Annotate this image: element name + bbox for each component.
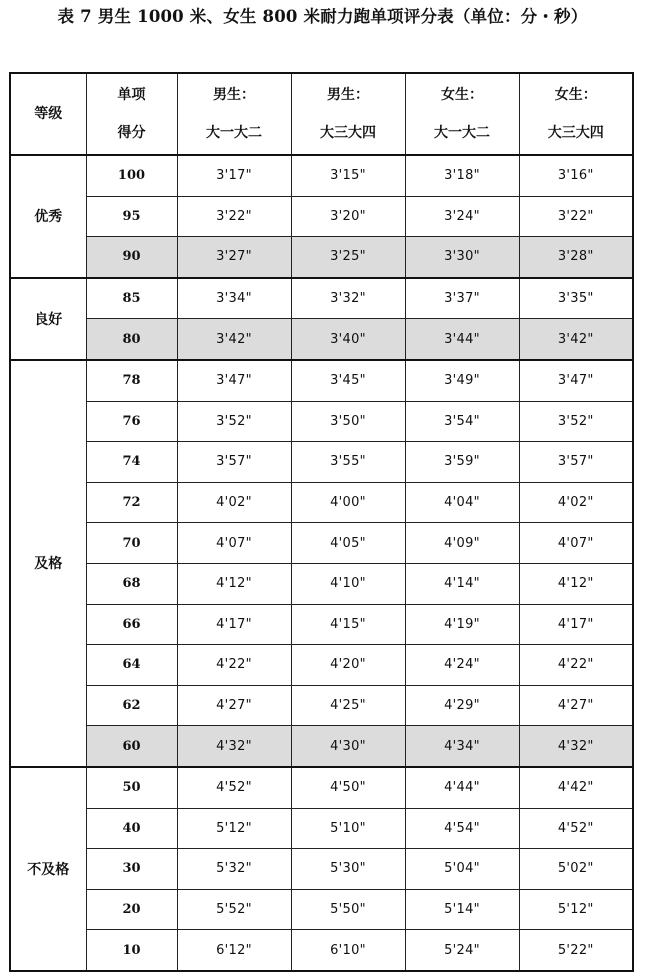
score-cell: 100 <box>86 155 177 196</box>
time-cell: 3'37" <box>405 278 519 319</box>
table-row <box>10 604 633 645</box>
time-cell: 3'22" <box>519 196 633 237</box>
time-cell: 3'34" <box>177 278 291 319</box>
score-cell: 20 <box>86 889 177 930</box>
time-cell: 3'47" <box>177 360 291 401</box>
time-cell: 5'02" <box>519 849 633 890</box>
table-row <box>10 767 633 808</box>
document-title: 表 7 男生 1000 米、女生 800 米耐力跑单项评分表（单位：分・秒） <box>57 7 588 26</box>
grade-cell: 及格 <box>10 360 86 767</box>
header-col-1-line1: 男生： <box>213 87 255 103</box>
time-cell: 4'52" <box>177 767 291 808</box>
score-cell: 70 <box>86 523 177 564</box>
time-cell: 4'27" <box>177 685 291 726</box>
table-row <box>10 442 633 483</box>
score-cell: 74 <box>86 442 177 483</box>
time-cell: 4'17" <box>177 604 291 645</box>
time-cell: 5'30" <box>291 849 405 890</box>
table-row <box>10 849 633 890</box>
header-col-4 <box>519 73 633 155</box>
time-cell: 3'30" <box>405 237 519 278</box>
time-cell: 3'49" <box>405 360 519 401</box>
time-cell: 4'32" <box>519 726 633 767</box>
grade-cell: 良好 <box>10 278 86 360</box>
table-row <box>10 237 633 278</box>
time-cell: 4'29" <box>405 685 519 726</box>
time-cell: 3'40" <box>291 319 405 360</box>
table-row <box>10 645 633 686</box>
header-score-line2: 得分 <box>117 125 146 141</box>
time-cell: 4'24" <box>405 645 519 686</box>
table-row <box>10 930 633 971</box>
time-cell: 4'25" <box>291 685 405 726</box>
time-cell: 4'32" <box>177 726 291 767</box>
score-cell: 64 <box>86 645 177 686</box>
time-cell: 3'24" <box>405 196 519 237</box>
time-cell: 3'57" <box>177 442 291 483</box>
time-cell: 5'22" <box>519 930 633 971</box>
time-cell: 4'22" <box>519 645 633 686</box>
header-col-1 <box>177 73 291 155</box>
time-cell: 4'19" <box>405 604 519 645</box>
time-cell: 5'12" <box>177 808 291 849</box>
time-cell: 3'52" <box>177 401 291 442</box>
score-cell: 62 <box>86 685 177 726</box>
header-col-2 <box>291 73 405 155</box>
table-row <box>10 889 633 930</box>
table-row <box>10 155 633 196</box>
header-col-4-line2: 大三大四 <box>547 125 604 141</box>
time-cell: 3'57" <box>519 442 633 483</box>
time-cell: 3'59" <box>405 442 519 483</box>
table-row <box>10 523 633 564</box>
time-cell: 5'10" <box>291 808 405 849</box>
table-row <box>10 726 633 767</box>
time-cell: 4'05" <box>291 523 405 564</box>
time-cell: 3'20" <box>291 196 405 237</box>
header-col-3-line2: 大一大二 <box>434 125 490 141</box>
score-cell: 80 <box>86 319 177 360</box>
time-cell: 4'22" <box>177 645 291 686</box>
time-cell: 3'45" <box>291 360 405 401</box>
time-cell: 3'35" <box>519 278 633 319</box>
time-cell: 5'32" <box>177 849 291 890</box>
time-cell: 4'07" <box>177 523 291 564</box>
time-cell: 4'27" <box>519 685 633 726</box>
time-cell: 4'15" <box>291 604 405 645</box>
table-row <box>10 808 633 849</box>
time-cell: 5'04" <box>405 849 519 890</box>
table-row <box>10 360 633 401</box>
time-cell: 3'16" <box>519 155 633 196</box>
time-cell: 4'34" <box>405 726 519 767</box>
header-col-4-line1: 女生： <box>554 87 597 103</box>
time-cell: 4'20" <box>291 645 405 686</box>
time-cell: 3'47" <box>519 360 633 401</box>
grade-cell: 优秀 <box>10 155 86 278</box>
score-cell: 78 <box>86 360 177 401</box>
score-cell: 76 <box>86 401 177 442</box>
time-cell: 5'50" <box>291 889 405 930</box>
time-cell: 3'17" <box>177 155 291 196</box>
header-col-3-line1: 女生： <box>441 87 483 103</box>
time-cell: 5'24" <box>405 930 519 971</box>
time-cell: 4'00" <box>291 482 405 523</box>
score-cell: 60 <box>86 726 177 767</box>
table-row <box>10 563 633 604</box>
score-cell: 95 <box>86 196 177 237</box>
score-cell: 50 <box>86 767 177 808</box>
time-cell: 3'52" <box>519 401 633 442</box>
time-cell: 4'14" <box>405 563 519 604</box>
header-col-2-line1: 男生： <box>327 87 369 103</box>
header-score <box>86 73 177 155</box>
score-cell: 72 <box>86 482 177 523</box>
time-cell: 4'07" <box>519 523 633 564</box>
score-cell: 90 <box>86 237 177 278</box>
time-cell: 3'15" <box>291 155 405 196</box>
time-cell: 4'50" <box>291 767 405 808</box>
time-cell: 4'54" <box>405 808 519 849</box>
table-row <box>10 685 633 726</box>
time-cell: 4'30" <box>291 726 405 767</box>
time-cell: 6'10" <box>291 930 405 971</box>
time-cell: 6'12" <box>177 930 291 971</box>
time-cell: 4'02" <box>519 482 633 523</box>
table-row <box>10 482 633 523</box>
time-cell: 3'25" <box>291 237 405 278</box>
time-cell: 3'32" <box>291 278 405 319</box>
grade-cell: 不及格 <box>10 767 86 971</box>
time-cell: 4'52" <box>519 808 633 849</box>
time-cell: 4'04" <box>405 482 519 523</box>
table-row <box>10 278 633 319</box>
time-cell: 5'14" <box>405 889 519 930</box>
time-cell: 4'12" <box>177 563 291 604</box>
time-cell: 3'42" <box>177 319 291 360</box>
time-cell: 4'17" <box>519 604 633 645</box>
score-cell: 66 <box>86 604 177 645</box>
score-cell: 85 <box>86 278 177 319</box>
score-cell: 10 <box>86 930 177 971</box>
time-cell: 4'42" <box>519 767 633 808</box>
time-cell: 4'12" <box>519 563 633 604</box>
table-header <box>10 73 633 155</box>
header-col-3 <box>405 73 519 155</box>
header-col-1-line2: 大一大二 <box>206 125 262 141</box>
time-cell: 4'09" <box>405 523 519 564</box>
table-row <box>10 196 633 237</box>
time-cell: 4'10" <box>291 563 405 604</box>
score-table <box>9 72 634 972</box>
time-cell: 3'42" <box>519 319 633 360</box>
table-row <box>10 319 633 360</box>
time-cell: 3'50" <box>291 401 405 442</box>
header-grade: 等级 <box>10 73 86 155</box>
time-cell: 3'44" <box>405 319 519 360</box>
table-row <box>10 401 633 442</box>
time-cell: 3'28" <box>519 237 633 278</box>
time-cell: 4'02" <box>177 482 291 523</box>
time-cell: 3'54" <box>405 401 519 442</box>
header-col-2-line2: 大三大四 <box>320 125 376 141</box>
score-cell: 40 <box>86 808 177 849</box>
time-cell: 5'52" <box>177 889 291 930</box>
time-cell: 3'27" <box>177 237 291 278</box>
time-cell: 3'22" <box>177 196 291 237</box>
time-cell: 3'55" <box>291 442 405 483</box>
header-score-line1: 单项 <box>117 87 146 103</box>
score-cell: 30 <box>86 849 177 890</box>
time-cell: 4'44" <box>405 767 519 808</box>
table-body <box>10 155 633 971</box>
score-cell: 68 <box>86 563 177 604</box>
time-cell: 5'12" <box>519 889 633 930</box>
time-cell: 3'18" <box>405 155 519 196</box>
